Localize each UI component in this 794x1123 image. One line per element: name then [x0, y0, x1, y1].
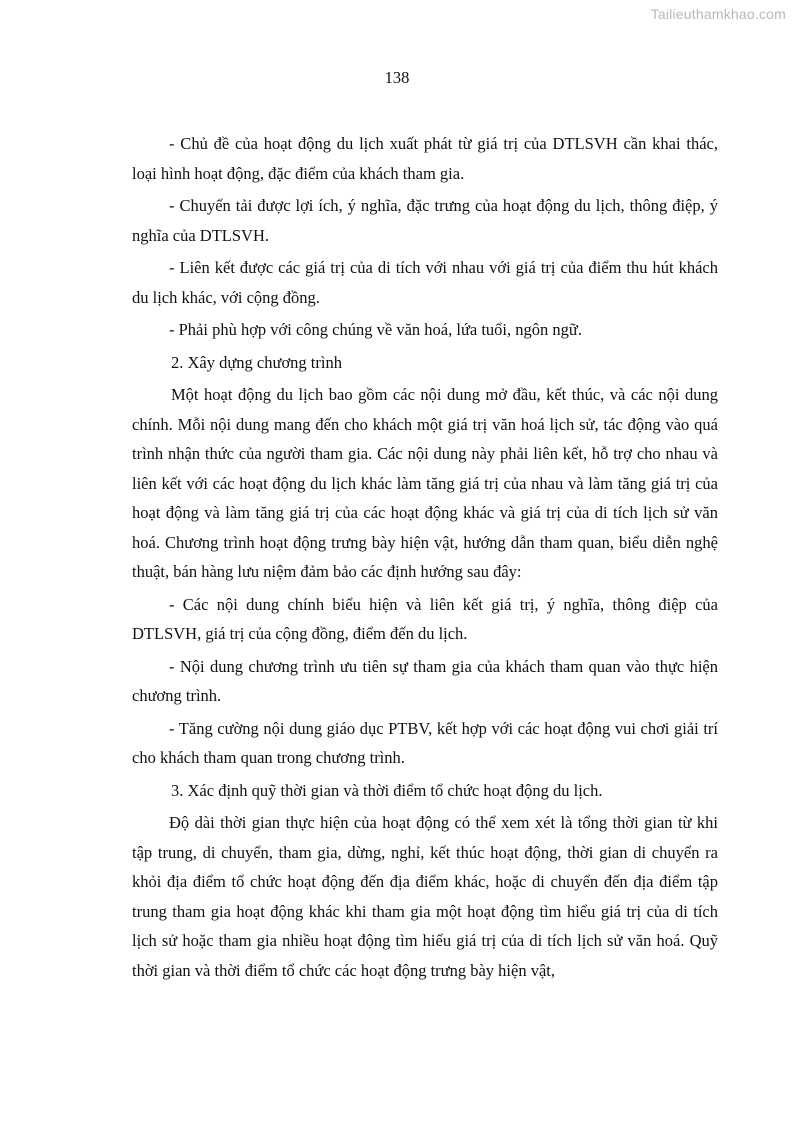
- page-number: 138: [384, 68, 410, 87]
- section-heading-time: 3. Xác định quỹ thời gian và thời điểm tổ chức hoạt động du lịch.: [171, 780, 603, 800]
- paragraph-education: - Tăng cường nội dung giáo dục PTBV, kết hợp với các hoạt động vui chơi giải trí cho khách tham quan trong chương trình.: [132, 718, 718, 767]
- section-heading-program: 2. Xây dựng chương trình: [171, 352, 342, 372]
- document-body: [132, 129, 718, 988]
- paragraph-link-values: - Liên kết được các giá trị của di tích với nhau với giá trị của điểm thu hút khách du lịch khác, với cộng đồng.: [132, 258, 718, 307]
- paragraph-topic-origin: - Chủ đề của hoạt động du lịch xuất phát từ giá trị của DTLSVH cần khai thác, loại hình hoạt động, đặc điểm của khách tham gia.: [132, 134, 718, 183]
- paragraph-convey-benefits: - Chuyển tải được lợi ích, ý nghĩa, đặc trưng của hoạt động du lịch, thông điệp, ý nghĩa của DTLSVH.: [132, 196, 718, 245]
- paragraph-duration: Độ dài thời gian thực hiện của hoạt động có thể xem xét là tổng thời gian từ khi tập trung, di chuyển, tham gia, dừng, nghỉ, kết thúc hoạt động, thời gian di chuyển ra khỏi địa điểm tổ chức hoạt động đến địa điểm khác, hoặc di chuyển đến địa điểm tập trung tham gia hoạt động khác khi tham gia một hoạt động tìm hiểu giá trị của di tích lịch sử hoặc tham gia nhiều hoạt động tìm hiểu giá trị của di tích lịch sử văn hoá. Quỹ thời gian và thời điểm tổ chức các hoạt động trưng bày hiện vật,: [132, 813, 718, 980]
- paragraph-program-body: Một hoạt động du lịch bao gồm các nội dung mở đầu, kết thúc, và các nội dung chính. Mỗi nội dung mang đến cho khách một giá trị văn hoá lịch sử, tác động vào quá trình nhận thức của người tham gia. Các nội dung này phải liên kết, hỗ trợ cho nhau và liên kết với các hoạt động du lịch khác làm tăng giá trị của nhau và làm tăng giá trị của hoạt động và làm tăng giá trị của các hoạt động khác và giá trị của di tích lịch sử văn hoá. Chương trình hoạt động trưng bày hiện vật, hướng dẫn tham quan, biểu diễn nghệ thuật, bán hàng lưu niệm đảm bảo các định hướng sau đây:: [132, 385, 718, 581]
- paragraph-visitor-participation: - Nội dung chương trình ưu tiên sự tham gia của khách tham quan vào thực hiện chương trình.: [132, 656, 718, 705]
- watermark: Tailieuthamkhao.com: [650, 6, 786, 22]
- paragraph-main-content: - Các nội dung chính biểu hiện và liên kết giá trị, ý nghĩa, thông điệp của DTLSVH, giá trị của cộng đồng, điểm đến du lịch.: [132, 594, 718, 643]
- paragraph-audience-fit: - Phải phù hợp với công chúng về văn hoá, lứa tuổi, ngôn ngữ.: [169, 320, 582, 339]
